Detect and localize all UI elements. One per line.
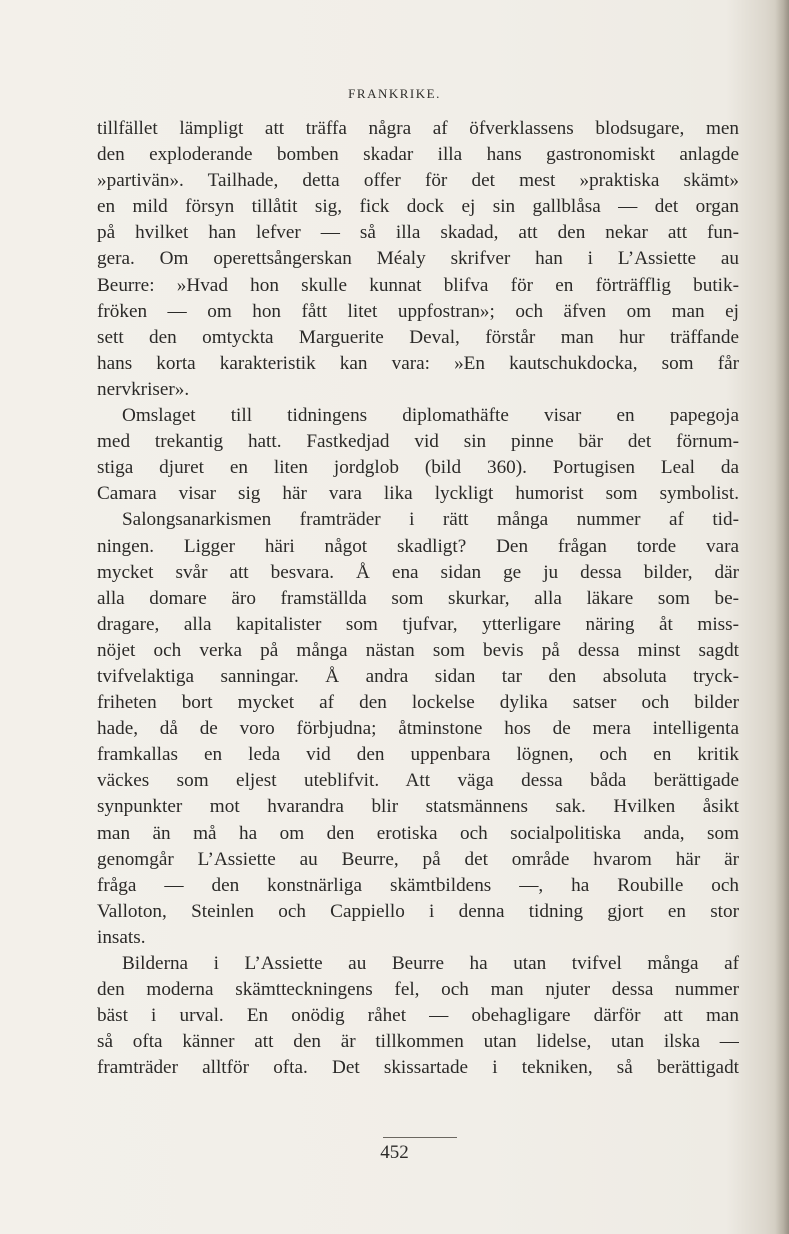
text-line: på hvilket han lefver — så illa skadad, att den nekar att fun- [97,222,739,244]
text-line: den moderna skämtteckningens fel, och man njuter dessa nummer [97,979,739,1001]
text-line: väckes som eljest uteblifvit. Att väga dessa båda berättigade [97,770,739,792]
text-line: gera. Om operettsångerskan Méaly skrifver han i L’Assiette au [97,248,739,270]
text-line: nervkriser». [97,378,190,400]
text-line: Valloton, Steinlen och Cappiello i denna tidning gjort en stor [97,900,739,922]
text-line: nöjet och verka på många nästan som bevis på dessa minst sagdt [97,639,739,661]
text-line: tvifvelaktiga sanningar. Å andra sidan tar den absoluta tryck- [97,665,739,687]
text-line: Beurre: »Hvad hon skulle kunnat blifva för en förträfflig butik- [97,274,739,296]
text-line: Bilderna i L’Assiette au Beurre ha utan tvifvel många af [122,953,739,974]
page-edge-shadow [775,0,789,1234]
text-line: dragare, alla kapitalister som tjufvar, ytterligare näring åt miss- [97,613,739,635]
text-line: sett den omtyckta Marguerite Deval, förstår man hur träffande [97,326,739,348]
running-head: FRANKRIKE. [348,86,441,101]
text-line: så ofta känner att den är tillkommen utan lidelse, utan ilska — [97,1031,739,1053]
footer-rule [383,1137,457,1138]
text-line: Salongsanarkismen framträder i rätt många nummer af tid- [122,509,739,531]
text-line: ningen. Ligger häri något skadligt? Den frågan torde vara [97,535,739,557]
text-line: framkallas en leda vid den uppenbara lögnen, och en kritik [97,744,739,766]
text-line: framträder alltför ofta. Det skissartade i tekniken, så berättigadt [97,1057,739,1079]
text-line: med trekantig hatt. Fastkedjad vid sin pinne bär det förnum- [97,431,739,453]
text-line: den exploderande bomben skadar illa hans gastronomiskt anlagde [97,144,739,166]
text-line: synpunkter mot hvarandra blir statsmännens sak. Hvilken åsikt [97,796,739,818]
text-line: fröken — om hon fått litet uppfostran»; och äfven om man ej [97,300,739,322]
text-line: bäst i urval. En onödig råhet — obehagligare därför att man [97,1005,739,1027]
text-line: genomgår L’Assiette au Beurre, på det område hvarom här är [97,848,739,870]
page-number: 452 [380,1142,409,1163]
text-line: man än må ha om den erotiska och socialpolitiska anda, som [97,822,739,844]
text-line: en mild försyn tillåtit sig, fick dock ej sin gallblåsa — det organ [97,196,739,218]
text-line: stiga djuret en liten jordglob (bild 360). Portugisen Leal da [97,457,739,479]
text-line: Omslaget till tidningens diplomathäfte visar en papegoja [122,405,739,427]
text-line: friheten bort mycket af den lockelse dylika satser och bilder [97,692,739,714]
text-line: Camara visar sig här vara lika lyckligt humorist som symbolist. [97,483,739,505]
text-line: fråga — den konstnärliga skämtbildens —, ha Roubille och [97,874,739,896]
text-line: hade, då de voro förbjudna; åtminstone hos de mera intelligenta [97,718,739,740]
text-line: alla domare äro framställda som skurkar, alla läkare som be- [97,587,739,609]
text-line: hans korta karakteristik kan vara: »En kautschukdocka, som får [97,352,739,374]
text-line: tillfället lämpligt att träffa några af öfverklassens blodsugare, men [97,118,739,139]
text-line: »partivän». Tailhade, detta offer för det mest »praktiska skämt» [97,170,739,192]
text-line: mycket svår att besvara. Å ena sidan ge ju dessa bilder, där [97,561,739,583]
text-line: insats. [97,926,146,948]
body-text [97,116,739,1081]
